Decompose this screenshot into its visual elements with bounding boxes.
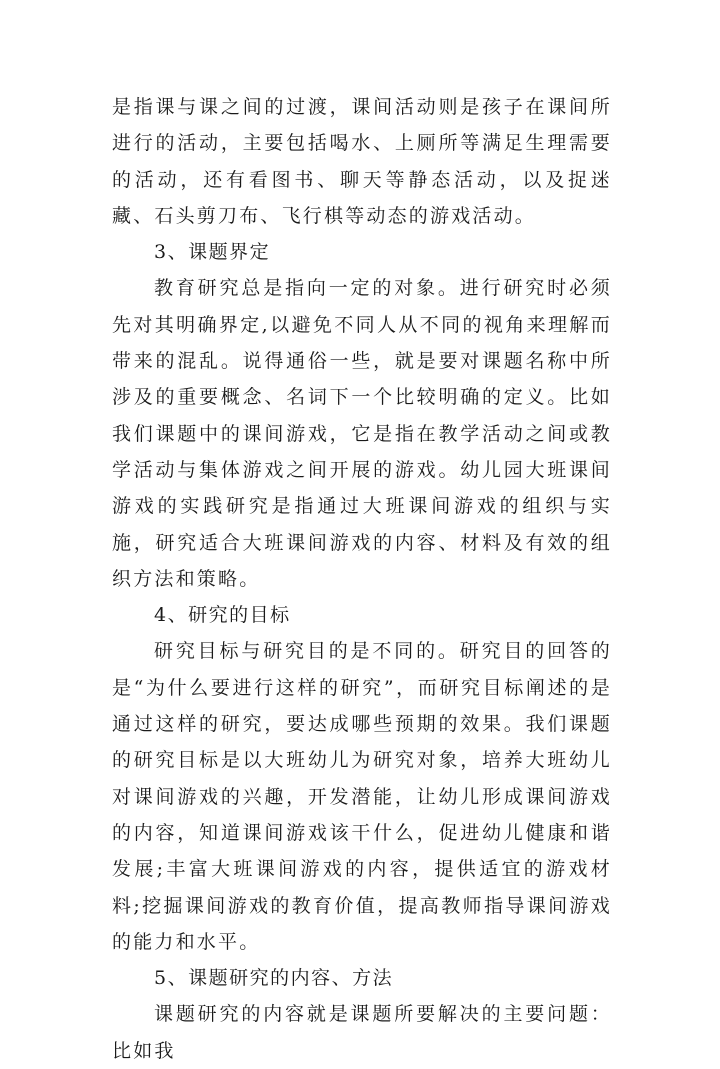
section-heading-3: 3、课题界定 bbox=[154, 241, 271, 264]
paragraph-research-content: 课题研究的内容就是课题所要解决的主要问题：比如我 bbox=[112, 1003, 612, 1062]
section-heading-5: 5、课题研究的内容、方法 bbox=[154, 967, 394, 990]
section-heading-4: 4、研究的目标 bbox=[154, 604, 291, 627]
document-body bbox=[112, 89, 612, 1069]
paragraph-continuation: 是指课与课之间的过渡，课间活动则是孩子在课间所进行的活动，主要包括喝水、上厕所等满足生理需要的活动，还有看图书、聊天等静态活动，以及捉迷藏、石头剪刀布、飞行棋等动态的游戏活动。 bbox=[112, 96, 612, 227]
paragraph-topic-definition: 教育研究总是指向一定的对象。进行研究时必须先对其明确界定,以避免不同人从不同的视角来理解而带来的混乱。说得通俗一些，就是要对课题名称中所涉及的重要概念、名词下一个比较明确的定义。比如我们课题中的课间游戏，它是指在教学活动之间或教学活动与集体游戏之间开展的游戏。幼儿园大班课间游戏的实践研究是指通过大班课间游戏的组织与实施，研究适合大班课间游戏的内容、材料及有效的组织方法和策略。 bbox=[112, 277, 612, 590]
paragraph-research-goals: 研究目标与研究目的是不同的。研究目的回答的是“为什么要进行这样的研究”，而研究目标阐述的是通过这样的研究，要达成哪些预期的效果。我们课题的研究目标是以大班幼儿为研究对象，培养大班幼儿对课间游戏的兴趣，开发潜能，让幼儿形成课间游戏的内容，知道课间游戏该干什么，促进幼儿健康和谐发展;丰富大班课间游戏的内容，提供适宜的游戏材料;挖掘课间游戏的教育价值，提高教师指导课间游戏的能力和水平。 bbox=[112, 640, 612, 953]
